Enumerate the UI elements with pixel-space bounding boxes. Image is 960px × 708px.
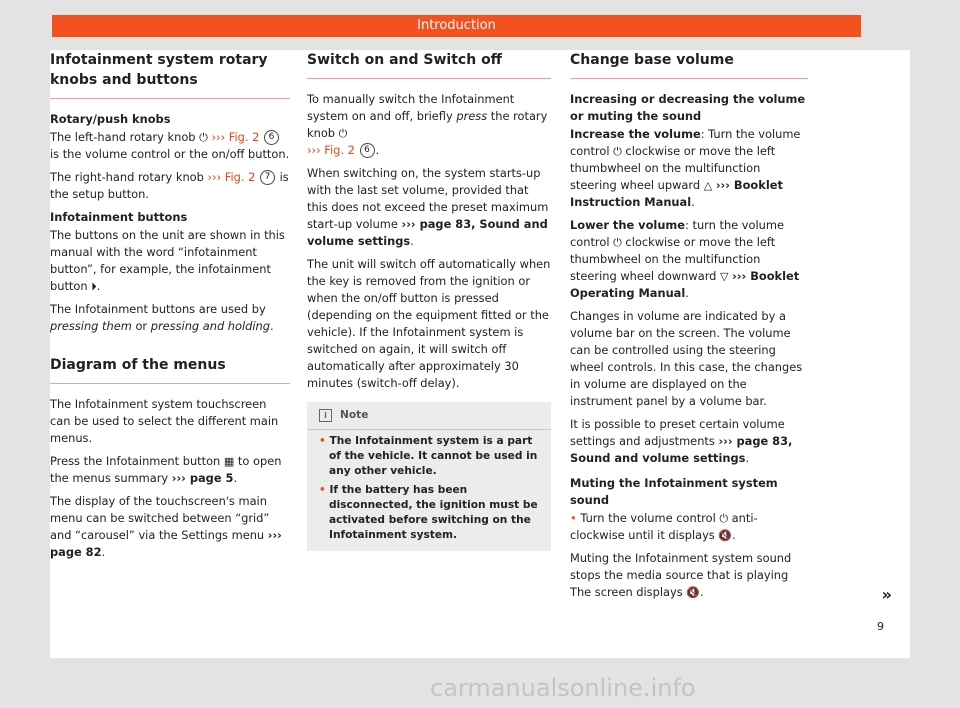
column-3 bbox=[570, 50, 808, 607]
paragraph-button-usage: The Infotainment buttons are used by pressing them or pressing and holding. bbox=[50, 302, 274, 333]
section-title-menus: Diagram of the menus bbox=[50, 357, 226, 373]
link-fig2[interactable]: ››› Fig. 2 bbox=[207, 130, 264, 144]
paragraph-menu-button: Press the Infotainment button ▦ to open the menus summary ››› page 5. bbox=[50, 454, 282, 485]
power-icon: ⏻ bbox=[338, 127, 348, 140]
link-page-5[interactable]: ››› page 5 bbox=[171, 471, 234, 485]
watermark: carmanualsonline.info bbox=[430, 674, 696, 702]
page-number: 9 bbox=[877, 620, 884, 633]
section-header: Introduction bbox=[52, 15, 861, 37]
link-fig2[interactable]: ››› Fig. 2 bbox=[307, 143, 359, 157]
paragraph-display: The display of the touchscreen's main menu can be switched between “grid” and “carousel” via the Settings menu ››› page 82. bbox=[50, 494, 282, 559]
subheading-rotary: Rotary/push knobs bbox=[50, 112, 171, 126]
play-circle-icon: ⏵ bbox=[91, 280, 97, 293]
paragraph-volume-bar: Changes in volume are indicated by a volume bar on the screen. The volume can be controlled using the steering wheel controls. In this case, the changes in volume are displayed on the instrument panel by a volume bar. bbox=[570, 309, 803, 408]
power-icon: ⏻ bbox=[199, 131, 208, 144]
column-1 bbox=[50, 50, 290, 567]
note-item: • If the battery has been disconnected, the ignition must be activated before switching on the Infotainment system. bbox=[319, 484, 538, 541]
paragraph-increase: Increase the volume: Turn the volume control ⏻ clockwise or move the left thumbwheel on the multifunction steering wheel upward △ ››› Booklet Instruction Manual. bbox=[570, 127, 801, 209]
menus-heading-block bbox=[50, 355, 290, 384]
link-page-83[interactable]: ››› page 83, Sound and volume settings bbox=[570, 434, 793, 465]
paragraph-left-knob: The left-hand rotary knob ⏻ ››› Fig. 2 6 is the volume control or the on/off button. bbox=[50, 130, 290, 161]
power-icon: ⏻ bbox=[613, 145, 622, 158]
link-page-82[interactable]: ››› page 82 bbox=[50, 528, 282, 559]
volume-heading-block bbox=[570, 50, 808, 79]
paragraph-startup: When switching on, the system starts-up with the last set volume, provided that this does not exceed the preset maximum start-up volume ››› page 83, Sound and volume settings. bbox=[307, 166, 549, 248]
paragraph-buttons: The buttons on the unit are shown in this manual with the word “infotainment button”, for example, the infotainment button ⏵. bbox=[50, 228, 285, 293]
note-box bbox=[307, 402, 551, 551]
menu-button-icon: ▦ bbox=[223, 455, 235, 468]
switch-heading-block bbox=[307, 50, 551, 79]
note-item: • The Infotainment system is a part of the vehicle. It cannot be used in any other vehicle. bbox=[319, 435, 538, 477]
triangle-down-icon: ▽ bbox=[720, 270, 729, 283]
section-title-switch: Switch on and Switch off bbox=[307, 52, 503, 68]
paragraph-mute-step: • Turn the volume control ⏻ anti-clockwise until it displays 🔇. bbox=[570, 511, 758, 542]
note-header: i Note bbox=[307, 402, 551, 430]
paragraph-right-knob: The right-hand rotary knob ››› Fig. 2 7 is the setup button. bbox=[50, 170, 289, 201]
link-fig2[interactable]: ››› Fig. 2 bbox=[207, 170, 259, 184]
paragraph-auto-off: The unit will switch off automatically when the key is removed from the ignition or when the on/off button is pressed (depending on the equipment fitted or the vehicle). If the Infotainment system is switched on again, it will switch off automatically after approximately 30 minutes (switch-off delay). bbox=[307, 257, 551, 390]
info-icon: i bbox=[319, 409, 332, 422]
paragraph-presets: It is possible to preset certain volume settings and adjustments ››› page 83, Sound and volume settings. bbox=[570, 417, 793, 465]
rotary-knobs-heading-block bbox=[50, 50, 290, 99]
paragraph-decrease: Lower the volume: turn the volume control ⏻ clockwise or move the left thumbwheel on the multifunction steering wheel downward ▽ ››› Booklet Operating Manual. bbox=[570, 218, 800, 300]
power-icon: ⏻ bbox=[719, 512, 729, 525]
subheading-volume: Increasing or decreasing the volume or muting the sound bbox=[570, 92, 806, 123]
subheading-mute: Muting the Infotainment system sound bbox=[570, 476, 778, 507]
paragraph-mute-effect: Muting the Infotainment system sound stops the media source that is playing The screen displays 🔇. bbox=[570, 551, 792, 599]
callout-number: 6 bbox=[360, 143, 375, 158]
power-icon: ⏻ bbox=[613, 236, 622, 249]
section-title-volume: Change base volume bbox=[570, 52, 734, 68]
mute-speaker-icon: 🔇 bbox=[718, 529, 733, 542]
mute-speaker-icon: 🔇 bbox=[686, 586, 700, 599]
paragraph-manual-switch: To manually switch the Infotainment system on and off, briefly press the rotary knob ⏻ ››› Fig. 2 6 . bbox=[307, 92, 548, 157]
subheading-buttons: Infotainment buttons bbox=[50, 210, 188, 224]
callout-number: 6 bbox=[264, 130, 279, 145]
triangle-up-icon: △ bbox=[703, 179, 713, 192]
link-booklet-operating[interactable]: ››› Booklet Operating Manual bbox=[570, 269, 800, 300]
link-page-83[interactable]: ››› page 83, Sound and volume settings bbox=[307, 217, 548, 248]
callout-number: 7 bbox=[260, 170, 275, 185]
column-2 bbox=[307, 50, 551, 551]
paragraph-touchscreen: The Infotainment system touchscreen can be used to select the different main menus. bbox=[50, 397, 279, 445]
link-booklet-instruction[interactable]: ››› Booklet Instruction Manual bbox=[570, 178, 783, 209]
section-title-rotary-knobs: Infotainment system rotary knobs and buttons bbox=[50, 52, 268, 88]
continue-marker: » bbox=[881, 585, 892, 604]
